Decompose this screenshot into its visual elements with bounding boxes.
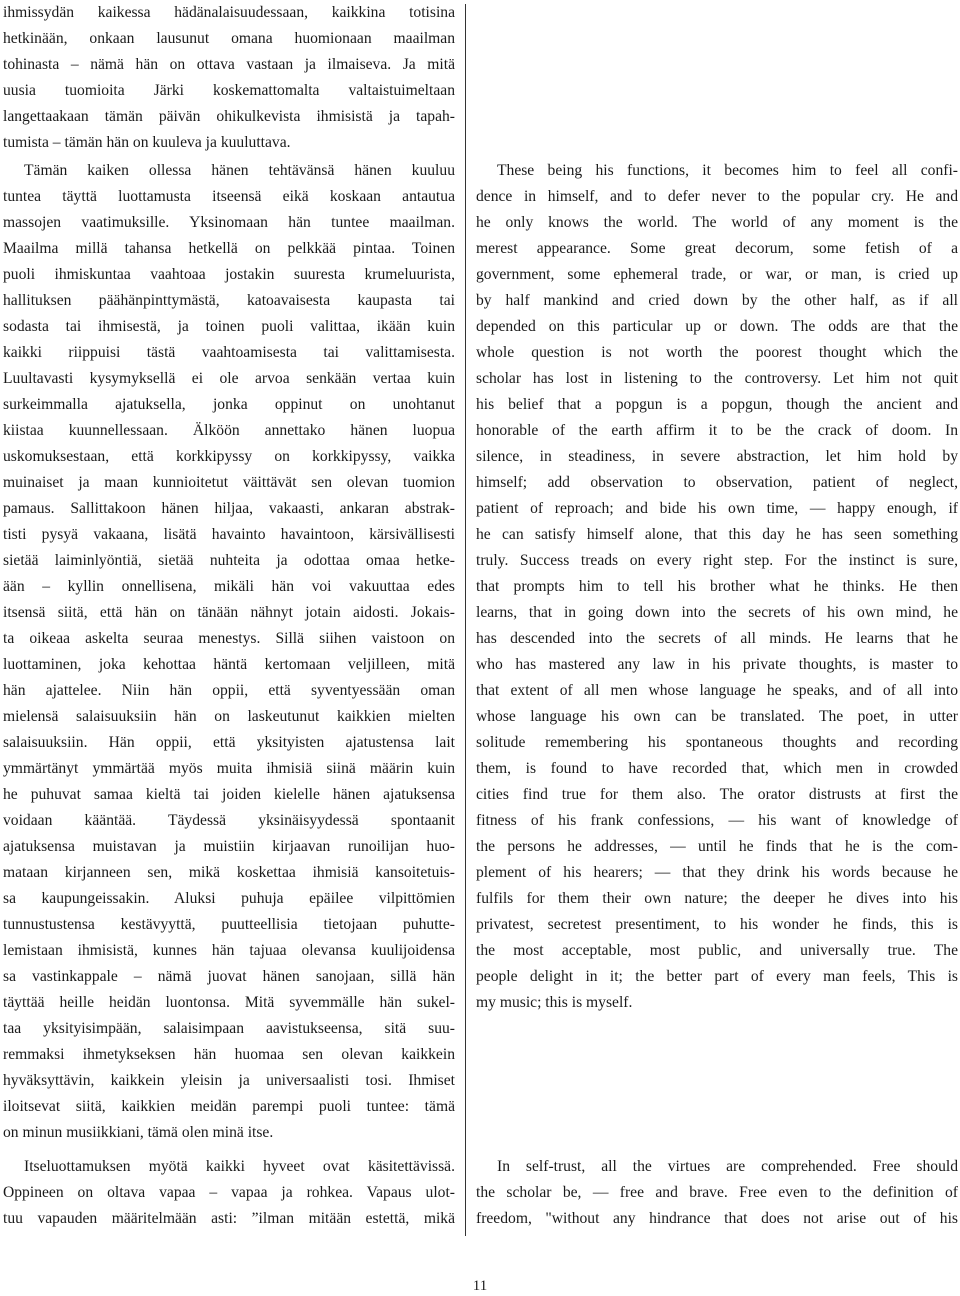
text-line: tuu vapauden määritelmään asti: ”ilman mitään estettä, mikä (3, 1210, 455, 1227)
text-line: uskomuksestaan, että korkkipyssy on korkkipyssy, vaikka (3, 448, 455, 465)
text-line: the most acceptable, most public, and universally true. The (476, 942, 958, 959)
text-line: himself; add observation to observation, patient of neglect, (476, 474, 958, 491)
text-line: salaisuuksiin. Hän oppii, että yksityisten ajatustensa lait (3, 734, 455, 751)
text-line: dence in himself, and to defer never to the popular cry. He and (476, 188, 958, 205)
text-line: tumista – tämän hän on kuuleva ja kuuluttava. (3, 134, 291, 151)
text-line: ymmärtänyt ymmärtää myös muita ihmisiä siinä määrin kuin (3, 760, 455, 777)
text-line: has descended into the secrets of all minds. He learns that he (476, 630, 958, 647)
text-line: pamaus. Sallittakoon hänen hiljaa, vakaasti, ankaran abstrak- (3, 500, 455, 517)
text-line: his belief that a popgun is a popgun, though the ancient and (476, 396, 958, 413)
text-line: Oppineen on oltava vapaa – vapaa ja rohkea. Vapaus ulot- (3, 1184, 455, 1201)
text-line: Tämän kaiken ollessa hänen tehtävänsä hänen kuuluu (24, 162, 455, 179)
text-line: patient of reproach; and bide his own time, — happy enough, if (476, 500, 958, 517)
text-line: by half mankind and cried down by the other half, as if all (476, 292, 958, 309)
text-line: them, is found to have recorded that, which men in crowded (476, 760, 958, 777)
text-line: he can satisfy himself alone, that this day he has seen something (476, 526, 958, 543)
text-line: tuntea täyttä luottamusta itseensä eikä koskaan antautua (3, 188, 455, 205)
text-line: merest appearance. Some great decorum, some fetish of a (476, 240, 958, 257)
text-line: on minun musiikkiani, tämä olen minä itse. (3, 1124, 274, 1141)
text-line: the persons he addresses, — until he finds that he is the com- (476, 838, 958, 855)
text-line: Itseluottamuksen myötä kaikki hyveet ovat käsitettävissä. (24, 1158, 455, 1175)
text-line: fitness of his frank confessions, — his want of knowledge of (476, 812, 958, 829)
text-line: iloitsevat siitä, kaikkien meidän parempi puoli tuntee: tämä (3, 1098, 455, 1115)
text-line: Luultavasti kysymyksellä ei ole arvoa senkään vertaa kuin (3, 370, 455, 387)
text-line: freedom, "without any hindrance that does not arise out of his (476, 1210, 958, 1227)
text-line: plement of his hearers; — that they drink his words because he (476, 864, 958, 881)
text-line: sa kaupungeissakin. Aluksi puhuja epäilee vilpittömien (3, 890, 455, 907)
text-line: uusia tuomioita Järki koskemattomalta valtaistuimeltaan (3, 82, 455, 99)
text-line: These being his functions, it becomes him to feel all confi- (497, 162, 958, 179)
text-line: people delight in it; the better part of every man feels, This is (476, 968, 958, 985)
text-line: muinaiset ja maan kunnioitetut väittävät sen olevan tuomion (3, 474, 455, 491)
text-line: sietää laiminlyöntiä, sietää nuhteita ja odottaa omaa hetke- (3, 552, 455, 569)
text-line: fulfils for them their own nature; the deeper he dives into his (476, 890, 958, 907)
text-line: mataan kirjanneen sen, mikä koskettaa ihmisiä kansoitetuis- (3, 864, 455, 881)
text-line: itsensä siitä, että hän on tänään nähnyt jotain aidosti. Jokais- (3, 604, 455, 621)
text-line: tisti pysyä vakaana, lisätä havainto havaintoon, kärsivällisesti (3, 526, 455, 543)
text-line: solitude remembering his spontaneous thoughts and recording (476, 734, 958, 751)
text-line: that extent of all men whose language he speaks, and of all into (476, 682, 958, 699)
text-line: that prompts him to tell his brother what he thinks. He then (476, 578, 958, 595)
text-line: who has mastered any law in his private thoughts, is master to (476, 656, 958, 673)
text-line: langettaakaan tämän päivän ohikulkevista ihmisistä ja tapah- (3, 108, 455, 125)
text-line: hän ajattelee. Niin hän oppii, että syventyessään oman (3, 682, 455, 699)
text-line: truly. Success treads on every right step. For the instinct is sure, (476, 552, 958, 569)
text-line: tohinasta – nämä hän on ottava vastaan ja ilmaiseva. Ja mitä (3, 56, 455, 73)
text-line: remmaksi ihmetykseksen hän huomaa sen olevan kaikkein (3, 1046, 455, 1063)
text-line: ihmissydän kaikessa hädänalaisuudessaan, kaikkina totisina (3, 4, 455, 21)
text-line: sodasta tai ihmisestä, ja toinen puoli valittaa, ikään kuin (3, 318, 455, 335)
text-line: he puhuvat samaa kieltä tai joiden kielelle hänen ajatuksensa (3, 786, 455, 803)
text-line: ta oikeaa askelta seuraa menestys. Sillä siihen vaistoon on (3, 630, 455, 647)
text-line: hyväksyttävin, kaikkein yleisin ja universaalisti tosi. Ihmiset (3, 1072, 455, 1089)
text-line: massojen vaatimuksille. Yksinomaan hän tuntee maailman. (3, 214, 455, 231)
text-line: Maailma millä tahansa hetkellä on pelkkää pintaa. Toinen (3, 240, 455, 257)
text-line: taa yksityisimpään, salaisimpaan aavistukseensa, sitä suu- (3, 1020, 455, 1037)
text-line: whole question is not worth the poorest thought which the (476, 344, 958, 361)
text-line: luottaminen, joka kehottaa häntä kertomaan veljilleen, mitä (3, 656, 455, 673)
text-line: hetkinään, onkaan lausunut omana huomionaan maailman (3, 30, 455, 47)
text-line: hallituksen päähänpinttymästä, katoavaisesta kaupasta tai (3, 292, 455, 309)
text-line: ään – kyllin onnellisena, mikäli hän voi vakuuttaa edes (3, 578, 455, 595)
column-divider (465, 4, 466, 1236)
text-line: In self-trust, all the virtues are comprehended. Free should (497, 1158, 958, 1175)
text-line: surkeimmalla ajatuksella, jonka oppinut on unohtanut (3, 396, 455, 413)
text-line: ajatuksensa muistavan ja muistiin kirjaavan runoilijan huo- (3, 838, 455, 855)
text-line: mielensä salaisuuksiin hän on laskeutunut kaikkien mielten (3, 708, 455, 725)
text-line: sa vastinkappale – nämä juovat hänen sanojaan, sillä hän (3, 968, 455, 985)
text-line: scholar has lost in listening to the controversy. Let him not quit (476, 370, 958, 387)
page-number: 11 (472, 1278, 488, 1294)
text-line: kiistaa kuunnellessaan. Älköön annettako hänen luopua (3, 422, 455, 439)
text-line: cities find true for them also. The orator distrusts at first the (476, 786, 958, 803)
text-line: silence, in steadiness, in severe abstraction, let him hold by (476, 448, 958, 465)
text-line: lemistaan ihmisistä, kunnes hän tajuaa olevansa kuulijoidensa (3, 942, 455, 959)
text-line: government, some ephemeral trade, or war, or man, is cried up (476, 266, 958, 283)
text-line: my music; this is myself. (476, 994, 633, 1011)
text-line: whose language his own can be translated. The poet, in utter (476, 708, 958, 725)
text-line: privatest, secretest presentiment, to his wonder he finds, this is (476, 916, 958, 933)
text-line: honorable of the earth affirm it to be the crack of doom. In (476, 422, 958, 439)
text-line: voidaan kääntää. Täydessä yksinäisyydessä spontaanit (3, 812, 455, 829)
text-line: depended on this particular up or down. The odds are that the (476, 318, 958, 335)
text-line: tunnustustensa kestävyyttä, puutteellisia tietojaan puhutte- (3, 916, 455, 933)
text-line: he only knows the world. The world of any moment is the (476, 214, 958, 231)
text-line: learns, that in going down into the secrets of his own mind, he (476, 604, 958, 621)
text-line: kaikki riippuisi tästä vaahtoamisesta tai valittamisesta. (3, 344, 455, 361)
text-line: täyttää heille heidän luontonsa. Mitä syvemmälle hän sukel- (3, 994, 455, 1011)
text-line: the scholar be, — free and brave. Free even to the definition of (476, 1184, 958, 1201)
text-line: puoli ihmiskuntaa vaahtoaa jostakin suuresta krumeluurista, (3, 266, 455, 283)
